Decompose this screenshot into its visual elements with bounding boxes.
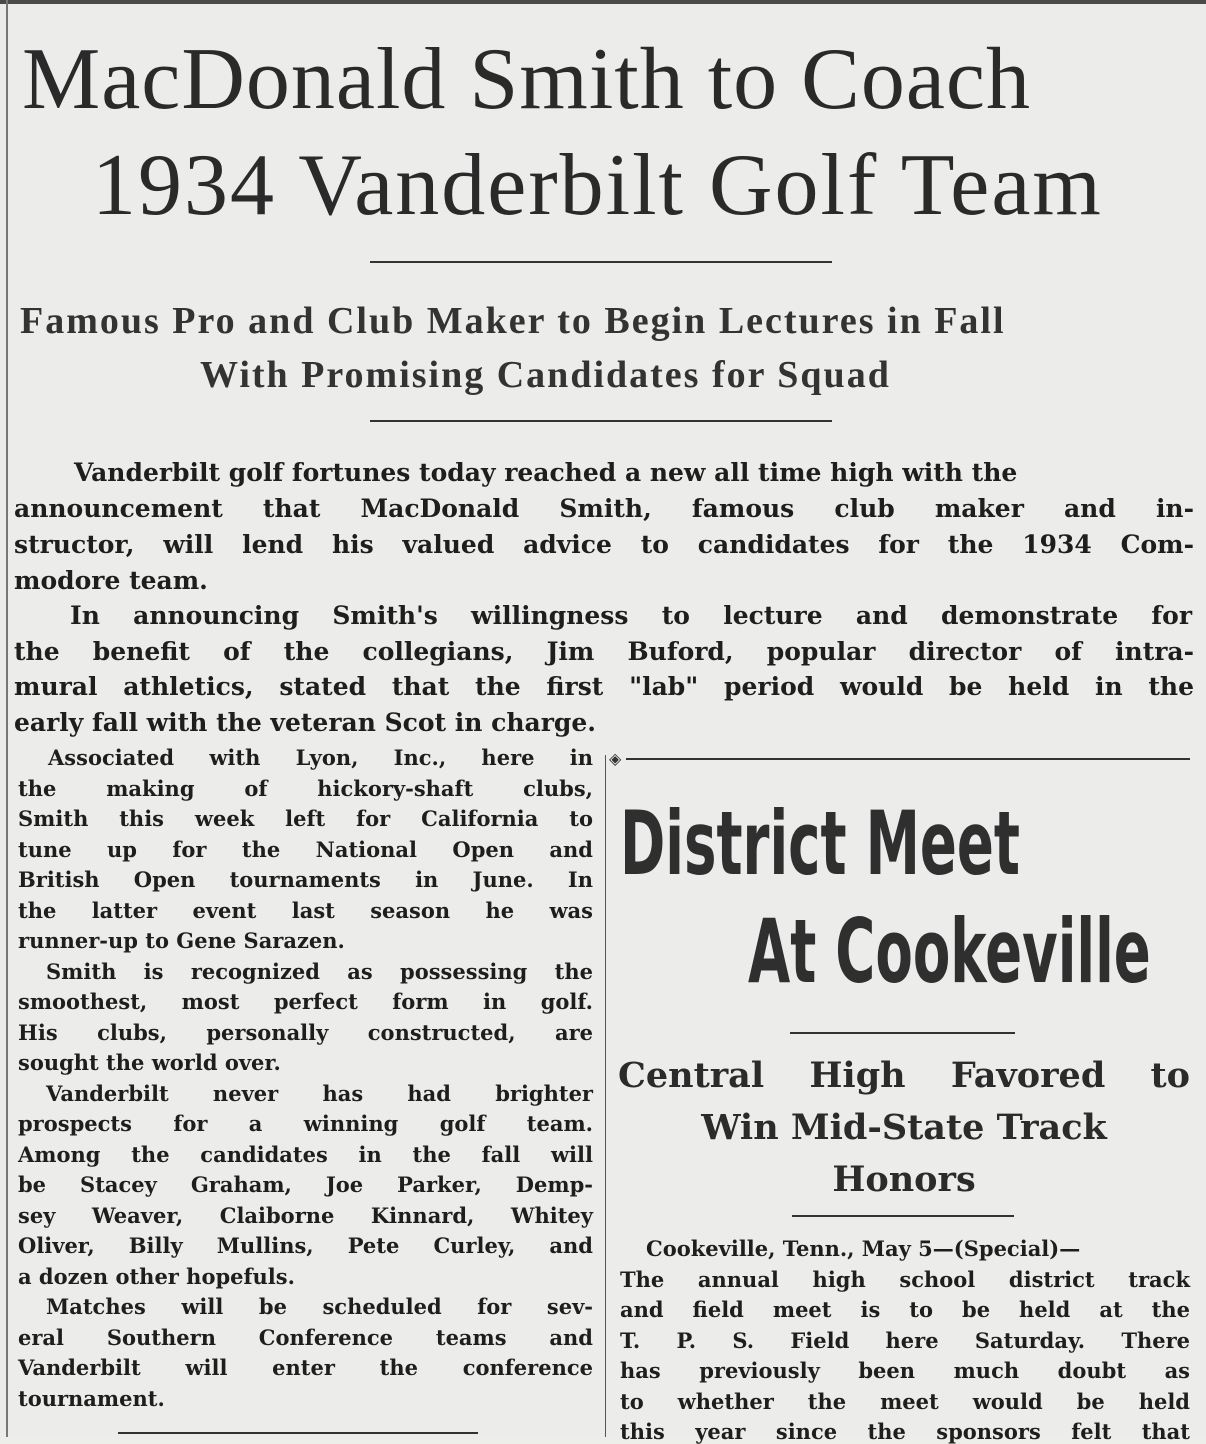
column-line: Vanderbilt never has had brighter xyxy=(46,1081,593,1106)
column-line: prospects for a winning golf team. xyxy=(18,1111,593,1136)
headline-line-2: 1934 Vanderbilt Golf Team xyxy=(92,137,1103,234)
lead-line: early fall with the veteran Scot in charge. xyxy=(14,708,597,737)
right-story-top-rule xyxy=(626,758,1190,760)
column-line: tournament. xyxy=(18,1386,165,1411)
deck-line-1: Famous Pro and Club Maker to Begin Lectures in Fall xyxy=(20,300,1006,342)
lead-line: the benefit of the collegians, Jim Buford, popular director of intra- xyxy=(14,637,1194,666)
column-line: sey Weaver, Claiborne Kinnard, Whitey xyxy=(18,1203,593,1228)
right-story-line: Cookeville, Tenn., May 5—(Special)— xyxy=(646,1236,1081,1261)
column-line: smoothest, most perfect form in golf. xyxy=(18,989,593,1014)
column-divider xyxy=(605,755,606,1437)
right-story-line: T. P. S. Field here Saturday. There xyxy=(620,1328,1190,1353)
top-border-rule xyxy=(0,0,1206,4)
right-story-deck-line-1: Central High Favored to xyxy=(618,1055,1190,1096)
right-story-line: The annual high school district track xyxy=(620,1267,1190,1292)
right-story-deck-line-2: Win Mid-State Track xyxy=(701,1107,1107,1148)
lead-line: mural athletics, stated that the first "lab" period would be held in the xyxy=(14,672,1194,701)
column-line: eral Southern Conference teams and xyxy=(18,1325,593,1350)
right-story-deck-line-3: Honors xyxy=(832,1159,976,1200)
right-story-line: to whether the meet would be held xyxy=(620,1389,1190,1414)
right-story-headline-rule xyxy=(790,1032,1015,1034)
right-story-headline-line-2: At Cookeville xyxy=(748,900,1151,1003)
column-line: His clubs, personally constructed, are xyxy=(18,1020,593,1045)
column-line: Associated with Lyon, Inc., here in xyxy=(48,745,593,770)
right-story-line: has previously been much doubt as xyxy=(620,1358,1190,1383)
headline-line-1: MacDonald Smith to Coach xyxy=(22,31,1031,128)
column-line: Oliver, Billy Mullins, Pete Curley, and xyxy=(18,1233,593,1258)
right-story-headline-line-1: District Meet xyxy=(620,792,1020,895)
column-line: sought the world over. xyxy=(18,1050,281,1075)
left-column-end-rule xyxy=(118,1432,478,1434)
column-line: Matches will be scheduled for sev- xyxy=(46,1294,593,1319)
left-border-rule xyxy=(6,0,8,1437)
column-line: British Open tournaments in June. In xyxy=(18,867,593,892)
lead-line: modore team. xyxy=(14,566,208,595)
lead-line: announcement that MacDonald Smith, famous club maker and in- xyxy=(14,494,1194,523)
ornament-diamond-icon: ◈ xyxy=(609,751,622,768)
column-line: runner-up to Gene Sarazen. xyxy=(18,928,345,953)
right-story-line: this year since the sponsors felt that xyxy=(620,1419,1190,1444)
column-line: be Stacey Graham, Joe Parker, Demp- xyxy=(18,1172,593,1197)
headline-divider-rule xyxy=(370,261,832,263)
lead-line: structor, will lend his valued advice to candidates for the 1934 Com- xyxy=(14,530,1194,559)
right-story-deck-rule xyxy=(792,1215,1014,1217)
column-line: Vanderbilt will enter the conference xyxy=(18,1355,593,1380)
column-line: a dozen other hopefuls. xyxy=(18,1264,295,1289)
deck-divider-rule xyxy=(370,420,832,422)
column-line: tune up for the National Open and xyxy=(18,837,593,862)
column-line: the latter event last season he was xyxy=(18,898,593,923)
lead-line: In announcing Smith's willingness to lecture and demonstrate for xyxy=(70,601,1192,630)
right-story-line: and field meet is to be held at the xyxy=(620,1297,1190,1322)
column-line: Smith this week left for California to xyxy=(18,806,593,831)
column-line: Smith is recognized as possessing the xyxy=(46,959,593,984)
lead-line: Vanderbilt golf fortunes today reached a new all time high with the xyxy=(74,458,1018,487)
column-line: the making of hickory-shaft clubs, xyxy=(18,776,593,801)
deck-line-2: With Promising Candidates for Squad xyxy=(200,354,891,396)
column-line: Among the candidates in the fall will xyxy=(18,1142,593,1167)
